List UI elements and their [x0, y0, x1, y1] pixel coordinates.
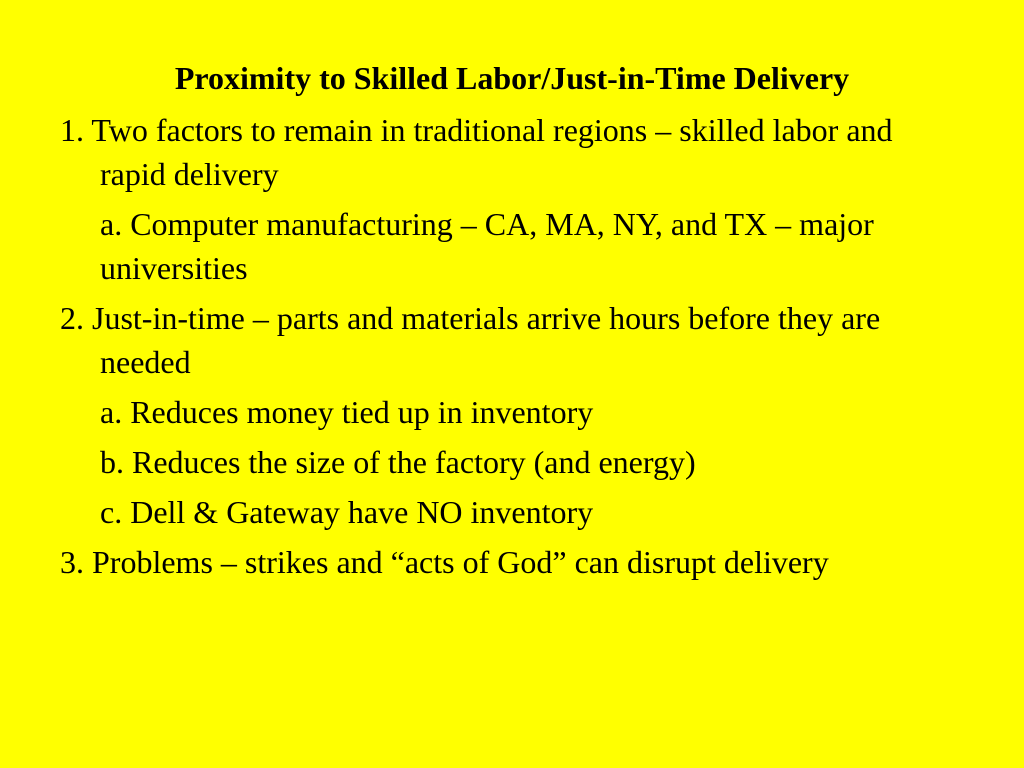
list-item: 2. Just-in-time – parts and materials arrive hours before they are needed — [60, 300, 881, 380]
list-item: c. Dell & Gateway have NO inventory — [100, 494, 594, 530]
slide-title: Proximity to Skilled Labor/Just-in-Time Delivery — [174, 60, 850, 96]
list-item — [100, 202, 960, 290]
list-item: 3. Problems – strikes and “acts of God” can disrupt delivery — [60, 544, 829, 580]
list-item: b. Reduces the size of the factory (and energy) — [100, 444, 696, 480]
list-item: a. Reduces money tied up in inventory — [100, 394, 594, 430]
list-item: 1. Two factors to remain in traditional regions – skilled labor and rapid delivery — [60, 112, 893, 192]
list-item-text: a. Computer manufacturing – CA, MA, NY, and TX – major universities — [100, 206, 874, 286]
bullet-list — [60, 108, 960, 590]
